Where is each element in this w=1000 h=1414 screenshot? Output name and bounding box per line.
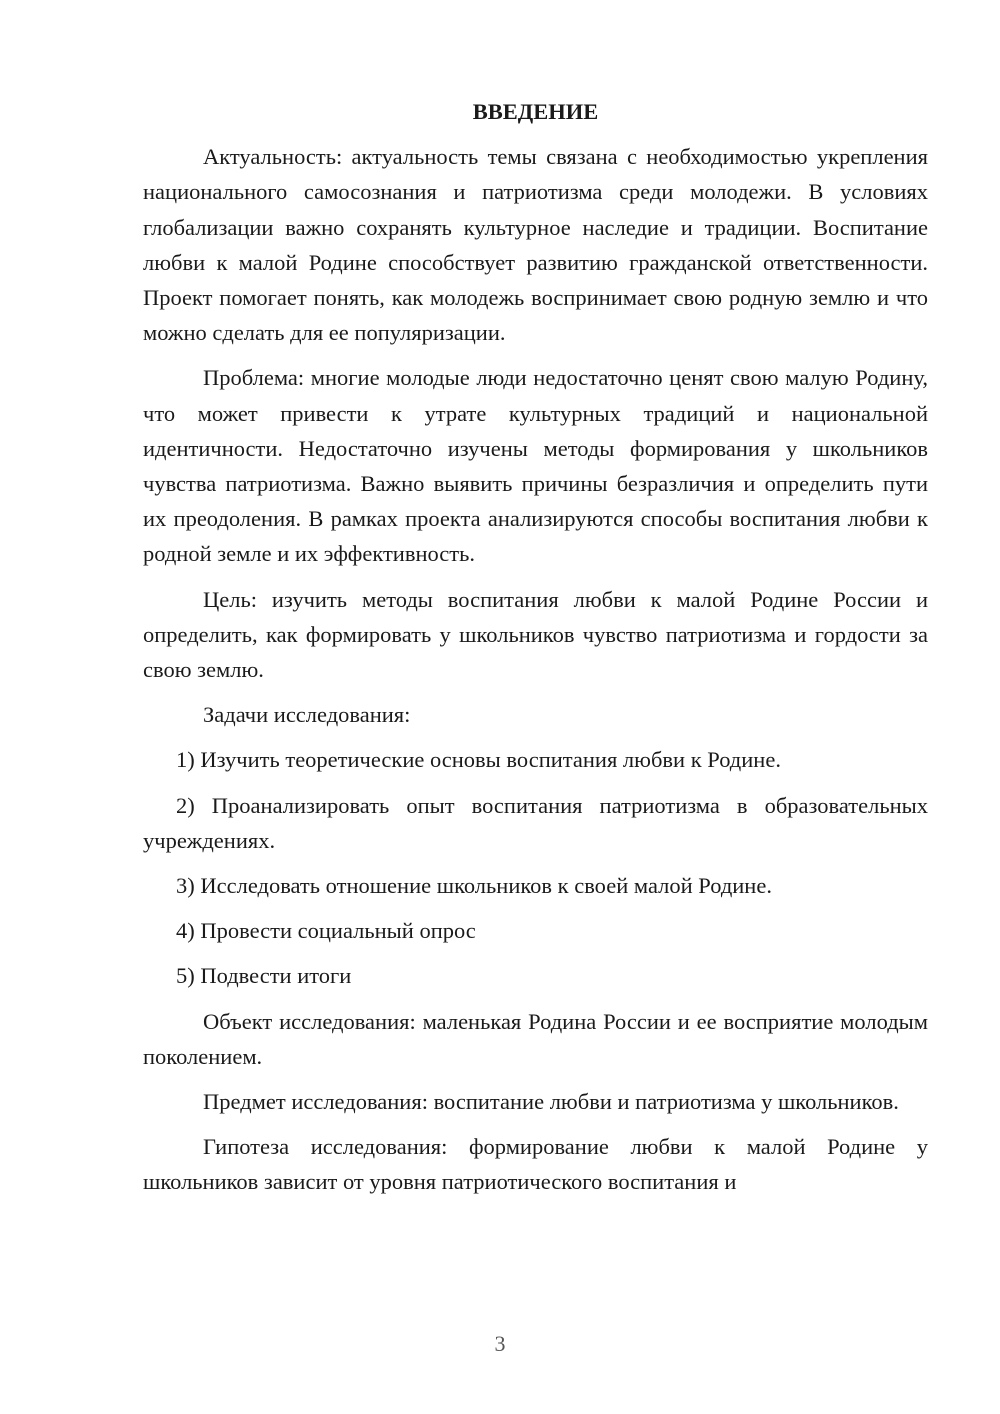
object-paragraph: Объект исследования: маленькая Родина России и ее восприятие молодым поколением.	[143, 1008, 928, 1069]
page-content	[143, 94, 928, 1210]
hypothesis-paragraph: Гипотеза исследования: формирование любви к малой Родине у школьников зависит от уровня патриотического воспитания и	[143, 1134, 928, 1195]
problem-paragraph: Проблема: многие молодые люди недостаточно ценят свою малую Родину, что может привести к утрате культурных традиций и национальной идентичности. Недостаточно изучены методы формирования у школьников чувства патриотизма. Важно выявить причины безразличия и определить пути их преодоления. В рамках проекта анализируются способы воспитания любви к родной земле и их эффективность.	[143, 365, 928, 567]
tasks-heading: Задачи исследования:	[203, 702, 411, 728]
task-item-2: 2) Проанализировать опыт воспитания патриотизма в образовательных учреждениях.	[143, 792, 928, 853]
subject-paragraph: Предмет исследования: воспитание любви и патриотизма у школьников.	[203, 1089, 899, 1115]
task-item-1: 1) Изучить теоретические основы воспитания любви к Родине.	[176, 747, 781, 773]
task-item-5: 5) Подвести итоги	[176, 963, 352, 989]
goal-paragraph: Цель: изучить методы воспитания любви к малой Родине России и определить, как формировать у школьников чувство патриотизма и гордости за свою землю.	[143, 586, 928, 683]
task-item-4: 4) Провести социальный опрос	[176, 918, 476, 944]
page-number: 3	[494, 1331, 506, 1356]
page-title: ВВЕДЕНИЕ	[472, 99, 599, 124]
task-item-3: 3) Исследовать отношение школьников к своей малой Родине.	[176, 873, 772, 899]
relevance-paragraph: Актуальность: актуальность темы связана с необходимостью укрепления национального самосознания и патриотизма среди молодежи. В условиях глобализации важно сохранять культурное наследие и традиции. Воспитание любви к малой Родине способствует развитию гражданской ответственности. Проект помогает понять, как молодежь воспринимает свою родную землю и что можно сделать для ее популяризации.	[143, 144, 928, 346]
